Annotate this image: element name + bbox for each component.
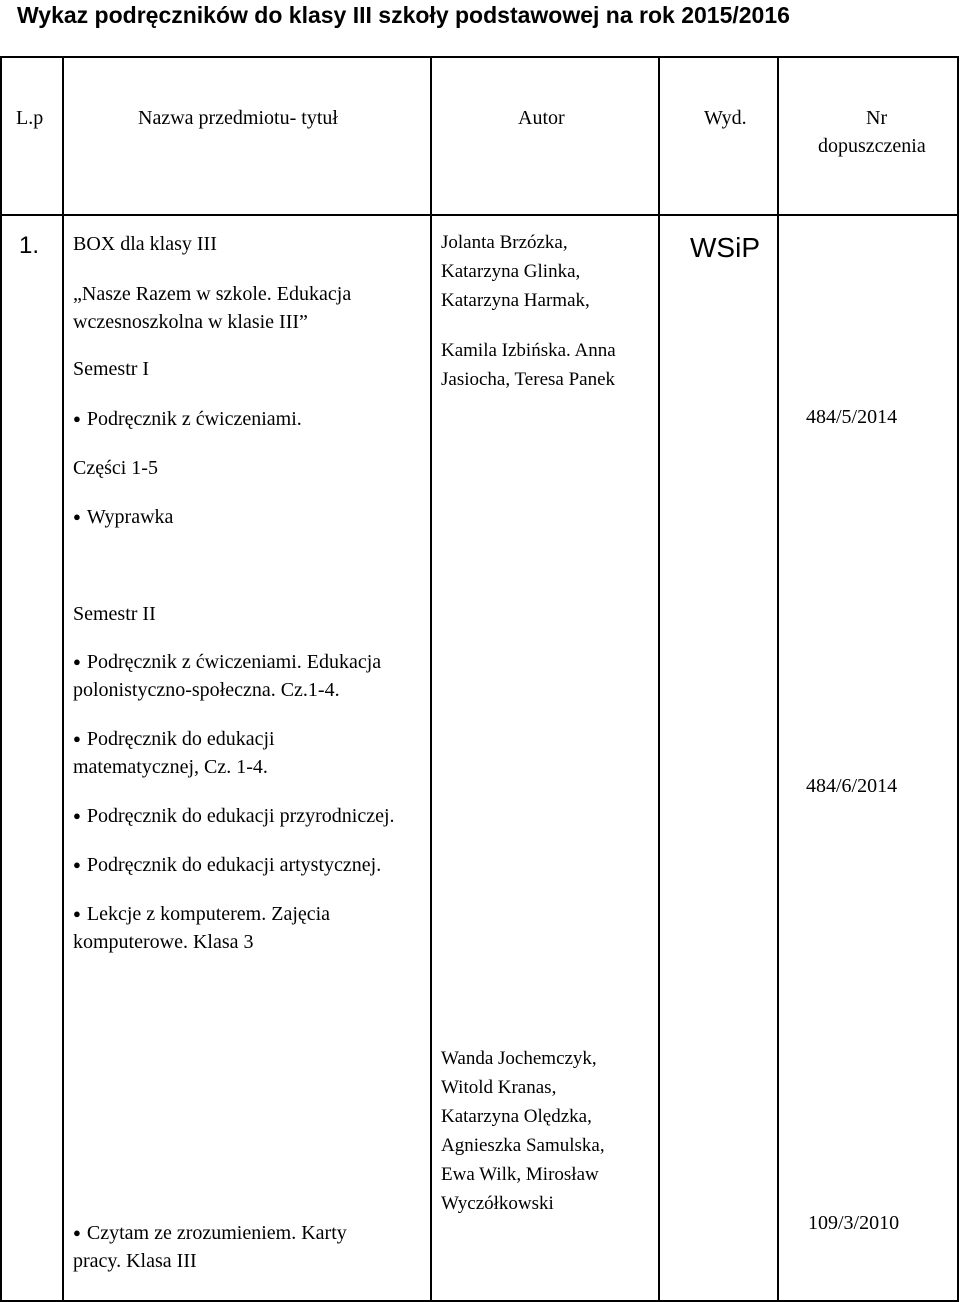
header-number-line1: Nr [866,107,888,129]
header-divider [0,214,959,216]
header-subject: Nazwa przedmiotu- tytuł [138,107,338,129]
list-item-continuation: matematycznej, Cz. 1-4. [73,756,268,778]
list-item-continuation: pracy. Klasa III [73,1250,197,1272]
series-title-line2: wczesnoszkolna w klasie III” [73,311,308,333]
author-line: Kamila Izbińska. Anna [441,340,616,361]
bullet-icon: ● [73,1225,81,1240]
table-border-left [0,56,2,1302]
author-line: Ewa Wilk, Mirosław [441,1164,599,1185]
list-item: ● Podręcznik do edukacji przyrodniczej. [73,805,395,827]
header-author: Autor [518,107,565,129]
author-line: Katarzyna Harmak, [441,290,590,311]
row-number: 1. [19,232,40,259]
author-line: Agnieszka Samulska, [441,1135,605,1156]
header-lp: L.p [16,107,44,129]
bullet-icon: ● [73,509,81,524]
bullet-icon: ● [73,808,81,823]
bullet-icon: ● [73,654,81,669]
author-line: Witold Kranas, [441,1077,557,1098]
list-item-continuation: polonistyczno-społeczna. Cz.1-4. [73,679,340,701]
column-divider-1 [62,56,64,1302]
bullet-icon: ● [73,906,81,921]
header-number-line2: dopuszczenia [818,135,926,157]
list-item: ● Lekcje z komputerem. Zajęcia [73,903,331,925]
list-item-continuation: komputerowe. Klasa 3 [73,931,254,953]
table-border-top [0,56,959,58]
column-divider-4 [777,56,779,1302]
approval-number: 484/5/2014 [806,406,898,428]
list-item: ● Podręcznik do edukacji artystycznej. [73,854,382,876]
author-line: Jasiocha, Teresa Panek [441,369,616,390]
bullet-icon: ● [73,857,81,872]
bullet-icon: ● [73,731,81,746]
semester-2-label: Semestr II [73,603,156,625]
list-item: ● Czytam ze zrozumieniem. Karty [73,1222,347,1244]
author-line: Katarzyna Olędzka, [441,1106,592,1127]
author-line: Wanda Jochemczyk, [441,1048,597,1069]
page-title: Wykaz podręczników do klasy III szkoły podstawowej na rok 2015/2016 [17,2,790,28]
bullet-icon: ● [73,411,81,426]
table-border-right [957,56,959,1302]
list-item: ● Wyprawka [73,506,174,528]
author-line: Wyczółkowski [441,1193,554,1214]
column-divider-2 [430,56,432,1302]
box-title: BOX dla klasy III [73,233,217,255]
list-item: ● Podręcznik do edukacji [73,728,275,750]
approval-number: 484/6/2014 [806,775,898,797]
list-item: ● Podręcznik z ćwiczeniami. Edukacja [73,651,382,673]
publisher-name: WSiP [690,232,760,263]
approval-number: 109/3/2010 [808,1212,900,1234]
author-line: Katarzyna Glinka, [441,261,581,282]
list-item: ● Podręcznik z ćwiczeniami. [73,408,302,430]
column-divider-3 [658,56,660,1302]
series-title-line1: „Nasze Razem w szkole. Edukacja [73,283,352,305]
semester-1-label: Semestr I [73,358,150,380]
semester-1-parts: Części 1-5 [73,457,158,479]
header-publisher: Wyd. [704,107,747,129]
author-line: Jolanta Brzózka, [441,232,568,253]
